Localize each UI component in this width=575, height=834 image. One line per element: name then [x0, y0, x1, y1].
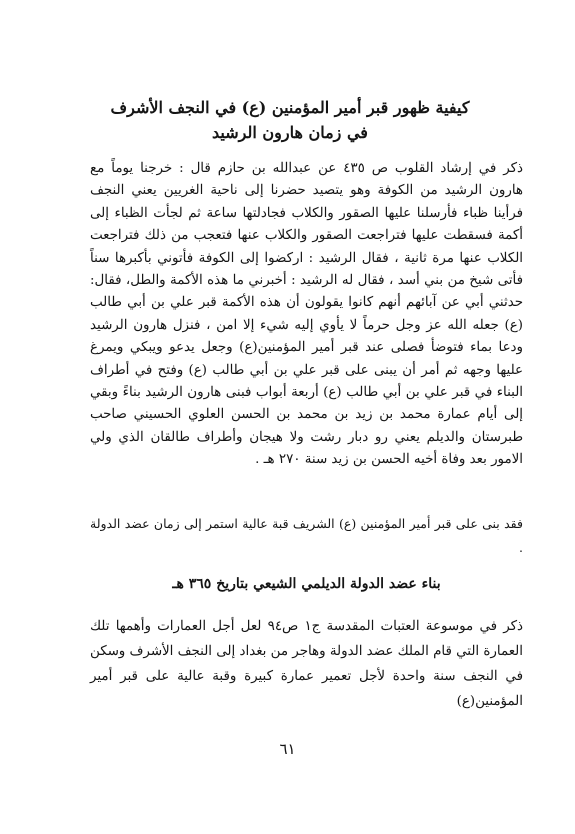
note-paragraph: فقد بنى على قبر أمير المؤمنين (ع) الشريف قبة عالية استمر إلى زمان عضد الدولة . [90, 516, 523, 555]
page-number: ٦١ [279, 740, 296, 758]
page-title: كيفية ظهور قبر أمير المؤمنين (ع) في النجف الأشرف [110, 98, 470, 117]
page-title-line-2: في زمان هارون الرشيد [212, 123, 368, 142]
section-heading: بناء عضد الدولة الديلمي الشيعي بتاريخ ٣٦٥ هـ [172, 576, 441, 592]
second-paragraph: ذكر في موسوعة العتبات المقدسة ج١ ص٩٤ لعل أجل العمارات وأهمها تلك العمارة التي قام الملك عضد الدولة وهاجر من بغداد إلى النجف الأشرف وسكن في النجف سنة واحدة لأجل تعمير عمارة كبيرة وقبة عالية على قبر أمير المؤمنين(ع) [90, 619, 523, 709]
main-paragraph: ذكر في إرشاد القلوب ص ٤٣٥ عن عبدالله بن حازم قال : خرجنا يوماً مع هارون الرشيد من الكوفة وهو يتصيد حضرنا إلى ناحية الغريين يعني النجف فرأينا ظباء فأرسلنا عليها الصقور والكلاب فجادلتها ساعة ثم لجأت الظباء إلى أكمة فسقطت عليها فتراجعت الصقور والكلاب عنها فتعجب من ذلك فتراجعت الكلاب عنها مرة ثانية ، فقال الرشيد : اركضوا إلى الكوفة فأتوني بأكبرها سناً فأتى شيخ من بني أسد ، فقال له الرشيد : أخبرني ما هذه الأكمة والطل، فقال: حدثني أبي عن آبائهم أنهم كانوا يقولون أن هذه الأكمة قبر علي بن أبي طالب (ع) جعله الله عز وجل حرماً لا يأوي إليه شيء إلا امن ، فنزل هارون الرشيد ودعا بماء فتوضأ فصلى عند قبر أمير المؤمنين(ع) وجعل يدعو ويبكي ويمرغ عليها وجهه ثم أمر أن يبنى على قبر علي بن أبي طالب (ع) وفتح في أطراف البناء في قبر علي بن أبي طالب (ع) أربعة أبواب فبنى هارون الرشيد بناءً وبقي إلى أيام عمارة محمد بن زيد بن محمد بن الحسن العلوي الحسيني صاحب طبرستان والديلم يعني رو دبار رشت ولا هيجان وأطراف طالقان الذي ولي الامور بعد وفاة أخيه الحسن بن زيد سنة ٢٧٠ هـ . [90, 161, 523, 468]
